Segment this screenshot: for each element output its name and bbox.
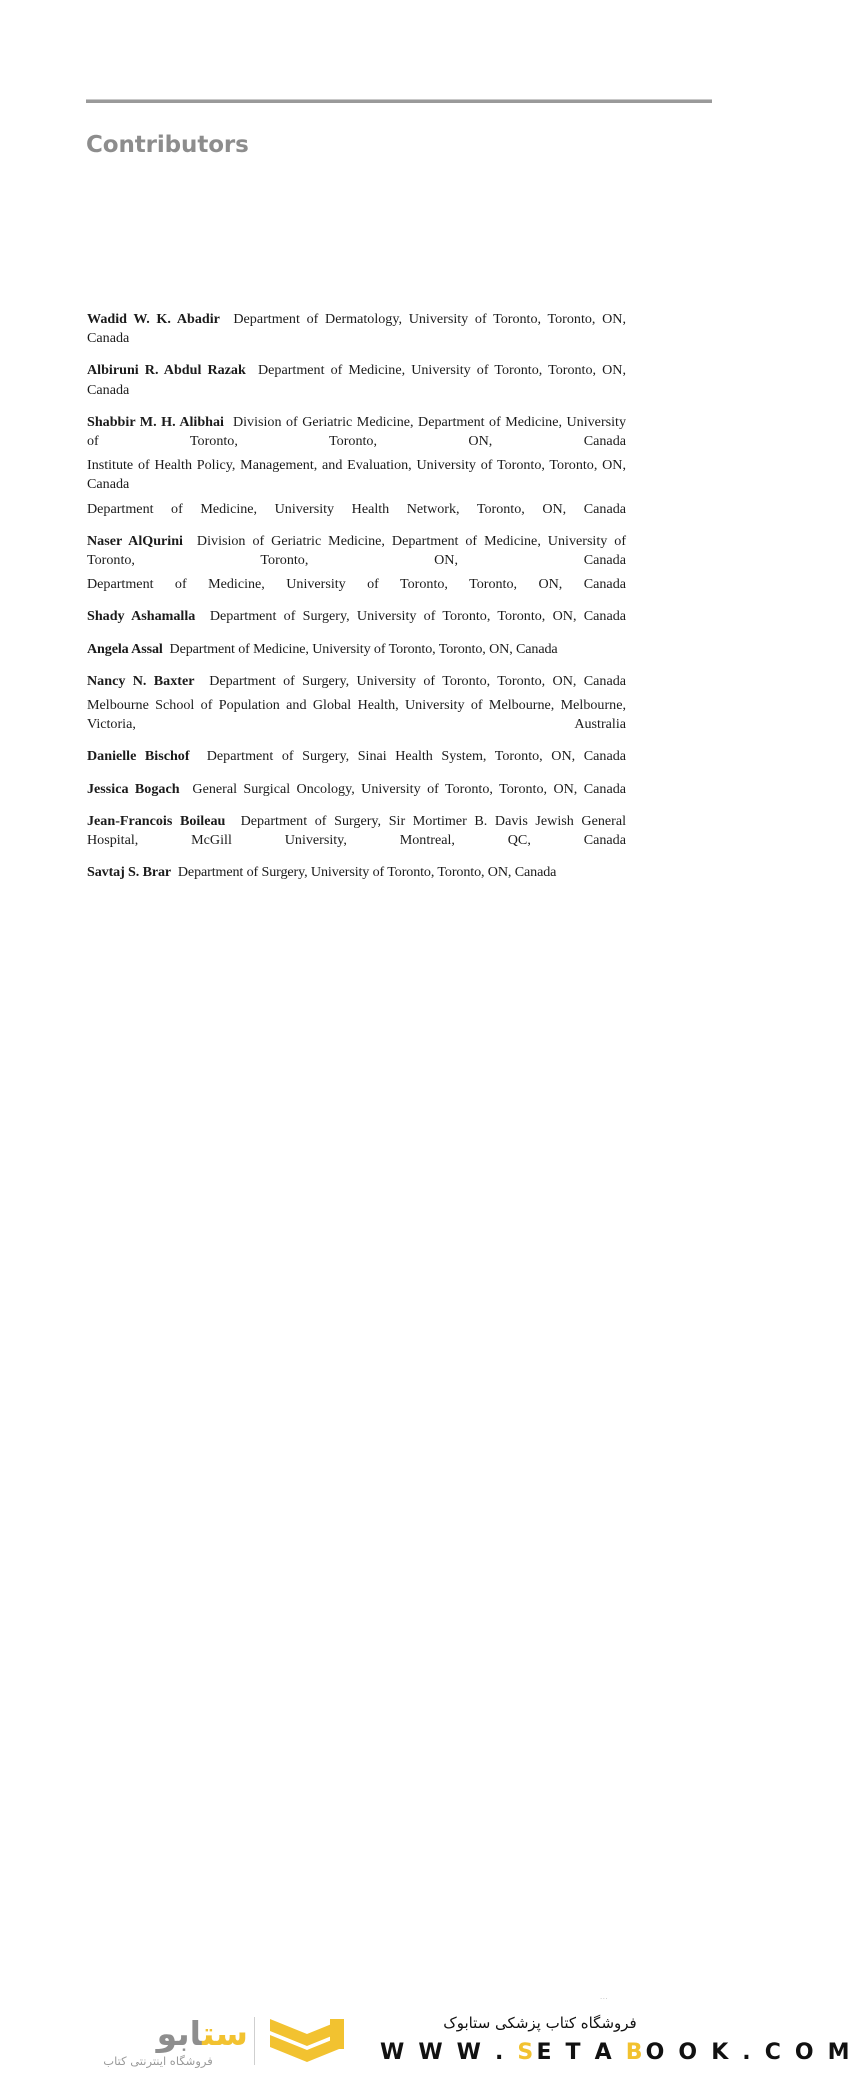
name-affiliation-gap xyxy=(183,533,197,549)
contributor-affiliation: Department of Dermatology, University of Toronto, Toronto, ON, Canada xyxy=(87,311,627,347)
contributor-primary-line xyxy=(87,747,626,766)
contributor-affiliation: Division of Geriatric Medicine, Department of Medicine, University of Toronto, Toronto, ON, Canada xyxy=(87,413,626,450)
contributor-name: Jessica Bogach xyxy=(87,780,180,797)
logo-word-gold: ست xyxy=(202,2014,248,2053)
contributor-primary-line xyxy=(87,780,626,799)
persian-tagline: فروشگاه کتاب پزشکی ستابوک xyxy=(443,2014,637,2032)
contributor-entry xyxy=(87,812,626,850)
logo-word-gray: ابو xyxy=(156,2014,203,2053)
url-segment-0: W W W . xyxy=(380,2040,518,2065)
contributor-name: Danielle Bischof xyxy=(87,748,190,765)
logo-wordmark xyxy=(58,2015,248,2053)
url-segment-2: E T A xyxy=(536,2040,626,2065)
url-segment-3: B xyxy=(625,2040,646,2065)
contributor-primary-line xyxy=(87,532,626,570)
name-affiliation-gap xyxy=(246,362,258,378)
contributor-entry xyxy=(87,532,626,595)
contributor-affiliation: Department of Medicine, University of Toronto, Toronto, ON, Canada xyxy=(87,362,626,398)
contributor-entry xyxy=(87,361,626,399)
contributor-name: Albiruni R. Abdul Razak xyxy=(87,362,246,379)
contributor-name: Angela Assal xyxy=(87,640,163,657)
contributor-name: Naser AlQurini xyxy=(87,532,183,549)
contributor-primary-line xyxy=(87,413,626,451)
contributor-affiliation: General Surgical Oncology, University of Toronto, Toronto, ON, Canada xyxy=(192,780,627,797)
watermark-banner xyxy=(0,1003,853,2068)
name-affiliation-gap xyxy=(224,414,233,430)
logo-subtitle: فروشگاه اینترنتی کتاب xyxy=(103,2054,213,2068)
contributor-primary-line xyxy=(87,640,626,659)
page-edge-artifact: ... xyxy=(600,1993,609,2001)
contributor-affiliation: Institute of Health Policy, Management, and Evaluation, University of Toronto, Toronto, ON, Canada xyxy=(87,457,626,493)
chevron-stack-icon xyxy=(268,2018,346,2068)
contributor-affiliation: Department of Surgery, Sir Mortimer B. Davis Jewish General Hospital, McGill University, Montreal, QC, Canada xyxy=(87,812,626,849)
name-affiliation-gap xyxy=(180,781,193,797)
page-title: Contributors xyxy=(86,132,249,159)
contributor-primary-line xyxy=(87,863,626,882)
name-affiliation-gap xyxy=(220,311,233,327)
url-segment-4: O O K . C O M xyxy=(645,2040,853,2065)
contributor-name: Wadid W. K. Abadir xyxy=(87,311,220,327)
contributor-affiliation: Department of Surgery, Sinai Health System, Toronto, ON, Canada xyxy=(206,748,627,765)
name-affiliation-gap xyxy=(195,608,210,624)
header-rule xyxy=(86,99,712,103)
contributor-name: Shabbir M. H. Alibhai xyxy=(87,413,224,430)
url-segment-1: S xyxy=(517,2040,537,2065)
contributor-primary-line xyxy=(87,310,626,348)
watermark-text-block xyxy=(380,2011,853,2068)
contributor-entry xyxy=(87,607,626,626)
name-affiliation-gap xyxy=(194,673,209,689)
contributor-entry xyxy=(87,780,626,799)
contributor-name: Savtaj S. Brar xyxy=(87,864,172,881)
contributor-affiliation: Department of Surgery, University of Toronto, Toronto, ON, Canada xyxy=(209,608,627,625)
name-affiliation-gap xyxy=(225,813,240,829)
contributor-entry xyxy=(87,413,626,519)
contributor-affiliation: Department of Medicine, University of Toronto, Toronto, ON, Canada xyxy=(169,640,558,657)
contributor-affiliation: Melbourne School of Population and Global Health, University of Melbourne, Melbourne, Victoria, Australia xyxy=(87,697,626,733)
contributor-primary-line xyxy=(87,361,626,399)
contributor-name: Jean-Francois Boileau xyxy=(87,812,226,829)
name-affiliation-gap xyxy=(163,641,170,657)
contributors-list xyxy=(87,310,626,882)
contributor-primary-line xyxy=(87,607,626,626)
contributor-affiliation: Department of Medicine, University Health Network, Toronto, ON, Canada xyxy=(87,500,626,517)
document-page xyxy=(0,0,712,1003)
name-affiliation-gap xyxy=(190,748,207,764)
setabook-logo xyxy=(30,2013,360,2075)
contributor-affiliation: Division of Geriatric Medicine, Department of Medicine, University of Toronto, Toronto, ON, Canada xyxy=(87,532,627,569)
contributor-name: Shady Ashamalla xyxy=(87,608,196,625)
contributor-primary-line xyxy=(87,812,626,850)
contributor-affiliation: Department of Medicine, University of Toronto, Toronto, ON, Canada xyxy=(87,576,626,593)
contributor-affiliation: Department of Surgery, University of Toronto, Toronto, ON, Canada xyxy=(209,672,627,689)
name-affiliation-gap xyxy=(171,864,178,880)
site-url xyxy=(380,2038,853,2068)
contributor-entry xyxy=(87,863,626,882)
contributor-entry xyxy=(87,640,626,659)
logo-divider xyxy=(254,2017,255,2065)
contributor-entry xyxy=(87,310,626,348)
contributor-entry xyxy=(87,747,626,766)
contributor-name: Nancy N. Baxter xyxy=(87,672,195,689)
contributor-primary-line xyxy=(87,672,626,691)
contributor-affiliation: Department of Surgery, University of Toronto, Toronto, ON, Canada xyxy=(177,864,557,881)
contributor-entry xyxy=(87,672,626,735)
